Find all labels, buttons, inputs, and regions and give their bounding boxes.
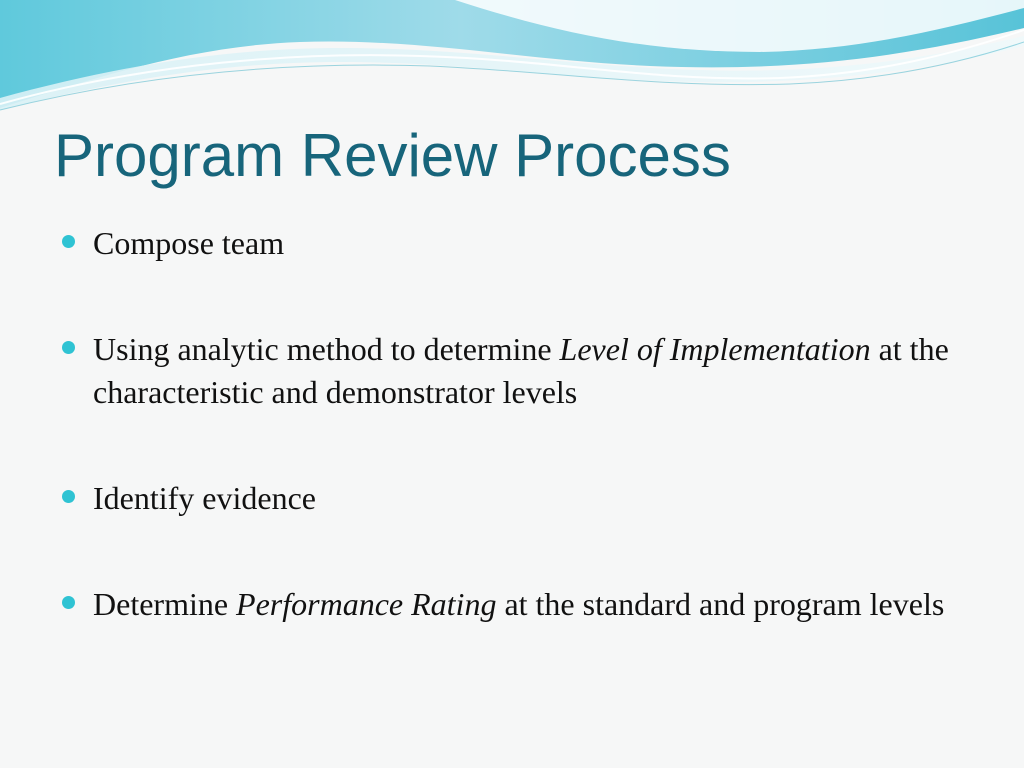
bullet-text: Compose team — [93, 225, 285, 261]
bullet-text: Identify evidence — [93, 480, 316, 516]
bullet-emphasis: Level of Implementation — [559, 331, 871, 367]
bullet-dot-icon — [62, 490, 75, 503]
bullet-item — [60, 222, 980, 265]
bullet-text: at the characteristic and demonstrator levels — [93, 331, 949, 410]
bullet-list — [60, 222, 980, 626]
bullet-text: at the standard and program levels — [496, 586, 945, 622]
bullet-item — [60, 477, 980, 520]
bullet-dot-icon — [62, 341, 75, 354]
bullet-item — [60, 583, 980, 626]
bullet-dot-icon — [62, 596, 75, 609]
bullet-dot-icon — [62, 235, 75, 248]
bullet-text: Determine — [93, 586, 237, 622]
bullet-item — [60, 328, 980, 414]
bullet-emphasis: Performance Rating — [236, 586, 497, 622]
slide-title: Program Review Process — [54, 122, 731, 189]
header-wave-decoration — [0, 0, 1024, 130]
bullet-text: Using analytic method to determine — [93, 331, 560, 367]
